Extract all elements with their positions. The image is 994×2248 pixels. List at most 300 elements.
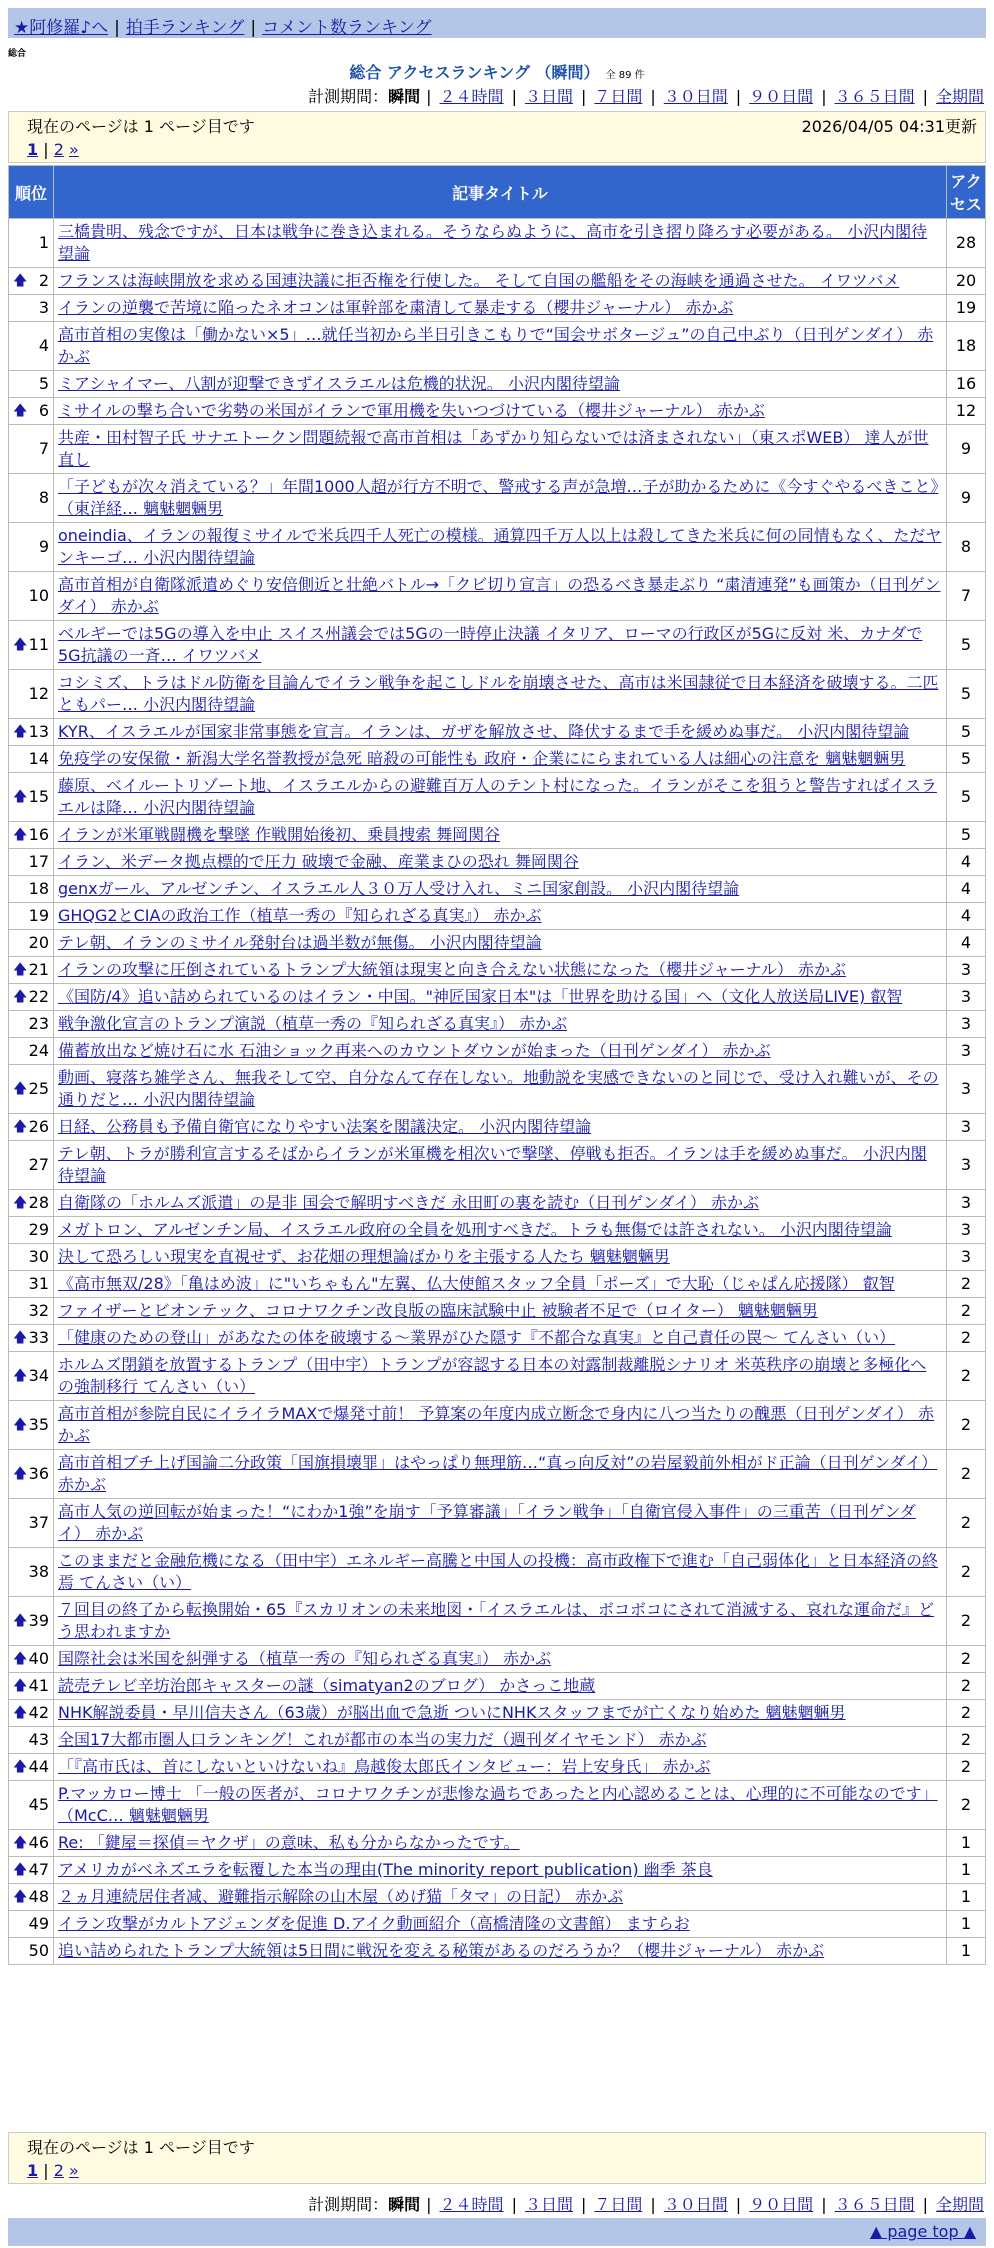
access-count: 2 (947, 1548, 986, 1597)
title-cell (54, 1911, 947, 1938)
access-count: 5 (947, 670, 986, 719)
period-link-0-bottom[interactable]: ２４時間 (439, 2195, 504, 2214)
table-row (9, 1244, 986, 1271)
rank-cell (9, 773, 54, 822)
period-link-2[interactable]: ７日間 (594, 87, 643, 106)
rank-number: 32 (28, 1301, 49, 1320)
rank-number: 11 (28, 635, 49, 654)
access-count: 1 (947, 1911, 986, 1938)
table-row (9, 1597, 986, 1646)
rank-number: 25 (28, 1079, 49, 1098)
category-tag: 総合 (8, 49, 27, 59)
table-row (9, 876, 986, 903)
rank-cell (9, 398, 54, 425)
rank-number: 26 (28, 1117, 49, 1136)
article-link[interactable]: イランの逆襲で苦境に陥ったネオコンは軍幹部を粛清して暴走する（櫻井ジャーナル） 赤かぶ (58, 298, 734, 317)
access-count: 9 (947, 425, 986, 474)
table-row (9, 930, 986, 957)
article-link[interactable]: 《高市無双/28》「亀はめ波」に"いちゃもん"左翼、仏大使館スタッフ全員「ポーズ」で大恥（じゃぱん応援隊） 叡智 (58, 1274, 895, 1293)
access-count: 2 (947, 1352, 986, 1401)
title-cell (54, 1754, 947, 1781)
period-selector-bottom (308, 2192, 986, 2215)
title-cell (54, 984, 947, 1011)
access-count: 16 (947, 371, 986, 398)
access-count: 4 (947, 849, 986, 876)
access-count: 5 (947, 746, 986, 773)
article-link[interactable]: 決して恐ろしい現実を直視せず、お花畑の理想論ばかりを主張する人たち 魑魅魍魎男 (58, 1247, 670, 1266)
up-arrow-icon: 🡅 (13, 1835, 28, 1851)
access-count: 1 (947, 1830, 986, 1857)
page-2-link-bottom[interactable]: 2 (53, 2161, 64, 2180)
article-link[interactable]: イランが米軍戦闘機を撃墜 作戦開始後初、乗員捜索 舞岡関谷 (58, 825, 501, 844)
title-cell (54, 425, 947, 474)
rank-number: 45 (28, 1795, 49, 1814)
page-2-link[interactable]: 2 (53, 140, 64, 159)
period-link-5-bottom[interactable]: ３６５日間 (834, 2195, 915, 2214)
title-cell (54, 773, 947, 822)
title-cell (54, 1244, 947, 1271)
rank-number: 29 (28, 1220, 49, 1239)
article-link[interactable]: 日経、公務員も予備自衛官になりやすい法案を閣議決定。 小沢内閣待望論 (58, 1117, 592, 1136)
table-row (9, 1646, 986, 1673)
access-count: 5 (947, 621, 986, 670)
rank-cell (9, 1352, 54, 1401)
title-cell (54, 930, 947, 957)
current-page-text: 現在のページは 1 ページ目です (27, 117, 255, 136)
up-arrow-icon: 🡅 (13, 403, 28, 419)
rank-number: 39 (28, 1611, 49, 1630)
article-link[interactable]: 免疫学の安保徹・新潟大学名誉教授が急死 暗殺の可能性も 政府・企業ににらまれている人は細心の注意を 魑魅魍魎男 (58, 749, 906, 768)
up-arrow-icon: 🡅 (13, 1368, 28, 1384)
title-cell (54, 1038, 947, 1065)
rank-cell (9, 322, 54, 371)
table-row (9, 773, 986, 822)
table-row (9, 268, 986, 295)
access-count: 28 (947, 219, 986, 268)
access-count: 3 (947, 1011, 986, 1038)
page-title-text: 総合 アクセスランキング （瞬間） (349, 63, 600, 82)
period-link-1-bottom[interactable]: ３日間 (524, 2195, 573, 2214)
access-count: 2 (947, 1450, 986, 1499)
rank-number: 18 (28, 879, 49, 898)
title-cell (54, 1141, 947, 1190)
period-link-3[interactable]: ３０日間 (663, 87, 728, 106)
access-count: 20 (947, 268, 986, 295)
rank-cell (9, 849, 54, 876)
article-link[interactable]: Re: 「鍵屋＝探偵＝ヤクザ」の意味、私も分からなかったです。 (58, 1833, 520, 1852)
access-count: 4 (947, 903, 986, 930)
table-row (9, 1857, 986, 1884)
up-arrow-icon: 🡅 (13, 1081, 28, 1097)
rank-cell (9, 719, 54, 746)
title-cell (54, 822, 947, 849)
article-link[interactable]: テレ朝、イランのミサイル発射台は過半数が無傷。 小沢内閣待望論 (58, 933, 542, 952)
period-selector-top (308, 84, 986, 107)
rank-cell (9, 1450, 54, 1499)
table-row (9, 822, 986, 849)
table-row (9, 719, 986, 746)
table-row (9, 295, 986, 322)
period-link-5[interactable]: ３６５日間 (834, 87, 915, 106)
rank-cell (9, 1548, 54, 1597)
table-row (9, 1141, 986, 1190)
article-link[interactable]: ７回目の終了から転換開始・65『スカリオンの未来地図・「イスラエルは、ボコボコにされて消滅する、哀れな運命だ』どう思われますか (58, 1600, 935, 1641)
access-count: 2 (947, 1298, 986, 1325)
rank-cell (9, 1244, 54, 1271)
table-row (9, 523, 986, 572)
period-separator: | (650, 2195, 656, 2214)
access-count: 9 (947, 474, 986, 523)
article-link[interactable]: KYR、イスラエルが国家非常事態を宣言。イランは、ガザを解放させ、降伏するまで手を緩めぬ事だ。 小沢内閣待望論 (58, 722, 910, 741)
access-count: 2 (947, 1325, 986, 1352)
table-row (9, 1830, 986, 1857)
access-count: 1 (947, 1884, 986, 1911)
article-link[interactable]: 「子どもが次々消えている？」年間1000人超が行方不明で、警戒する声が急増…子が助かるために《今すぐやるべきこと》（東洋経… 魑魅魍魎男 (58, 477, 939, 518)
article-link[interactable]: 戦争激化宣言のトランプ演説（植草一秀の『知られざる真実』） 赤かぶ (58, 1014, 568, 1033)
article-link[interactable]: 高市首相が自衛隊派遣めぐり安倍側近と壮絶バトル→「クビ切り宣言」の恐るべき暴走ぶり “粛清連発”も画策か（日刊ゲンダイ） 赤かぶ (58, 575, 941, 616)
rank-cell (9, 268, 54, 295)
period-separator: | (922, 2195, 928, 2214)
rank-number: 50 (28, 1941, 49, 1960)
table-row (9, 1065, 986, 1114)
article-link[interactable]: 「『高市氏は、首にしないといけないね』鳥越俊太郎氏インタビュー：岩上安身氏」 赤かぶ (58, 1757, 711, 1776)
access-count: 2 (947, 1401, 986, 1450)
table-row (9, 1727, 986, 1754)
rank-cell (9, 1038, 54, 1065)
rank-cell (9, 1114, 54, 1141)
article-link[interactable]: 高市首相の実像は「働かない×5」…就任当初から半日引きこもりで“国会サボタージュ”の自己中ぶり（日刊ゲンダイ） 赤かぶ (58, 325, 934, 366)
title-cell (54, 621, 947, 670)
page-title (0, 60, 994, 83)
next-page-link-bottom[interactable]: » (68, 2161, 79, 2180)
article-link[interactable]: ミアシャイマー、八割が迎撃できずイスラエルは危機的状況。 小沢内閣待望論 (58, 374, 620, 393)
rank-number: 43 (28, 1730, 49, 1749)
header-title: 記事タイトル (54, 166, 947, 219)
article-link[interactable]: このままだと金融危機になる（田中宇）エネルギー高騰と中国人の投機：高市政権下で進む「自己弱体化」と日本経済の終焉 てんさい（い） (58, 1551, 939, 1592)
article-link[interactable]: 三橋貴明、残念ですが、日本は戦争に巻き込まれる。そうならぬように、高市を引き摺り降ろす必要がある。 小沢内閣待望論 (58, 222, 928, 263)
updated-time: 2026/04/05 04:31更新 (801, 117, 977, 136)
up-arrow-icon: 🡅 (13, 1119, 28, 1135)
rank-number: 21 (28, 960, 49, 979)
current-page-text-bottom: 現在のページは 1 ページ目です (27, 2138, 255, 2157)
next-page-link[interactable]: » (68, 140, 79, 159)
period-link-0[interactable]: ２４時間 (439, 87, 504, 106)
up-arrow-icon: 🡅 (13, 1862, 28, 1878)
access-count: 5 (947, 822, 986, 849)
top-nav: ★阿修羅♪へ | 拍手ランキング | コメント数ランキング (8, 8, 986, 38)
up-arrow-icon: 🡅 (13, 724, 28, 740)
title-cell (54, 398, 947, 425)
rank-number: 10 (28, 586, 49, 605)
title-cell (54, 1401, 947, 1450)
pagination-bottom: 1 | 2 » (27, 2161, 79, 2180)
article-link[interactable]: イランの攻撃に圧倒されているトランプ大統領は現実と向き合えない状態になった（櫻井ジャーナル） 赤かぶ (58, 960, 846, 979)
page-1-link-bottom[interactable]: 1 (27, 2161, 39, 2180)
article-link[interactable]: 読売テレビ辛坊治郎キャスターの謎（simatyan2のブログ） かさっこ地蔵 (58, 1676, 596, 1695)
table-row (9, 1217, 986, 1244)
title-cell (54, 1190, 947, 1217)
period-separator: | (580, 2195, 587, 2214)
title-cell (54, 1727, 947, 1754)
up-arrow-icon: 🡅 (13, 1466, 28, 1482)
up-arrow-icon: 🡅 (13, 1705, 28, 1721)
period-link-2-bottom[interactable]: ７日間 (594, 2195, 643, 2214)
title-cell (54, 474, 947, 523)
up-arrow-icon: 🡅 (13, 989, 28, 1005)
header-access: アクセス (947, 166, 986, 219)
access-count: 2 (947, 1700, 986, 1727)
access-count: 3 (947, 1244, 986, 1271)
table-row (9, 1271, 986, 1298)
title-cell (54, 1548, 947, 1597)
access-count: 2 (947, 1499, 986, 1548)
rank-number: 9 (38, 537, 49, 556)
rank-cell (9, 1325, 54, 1352)
access-count: 19 (947, 295, 986, 322)
article-link[interactable]: P.マッカロー博士 「一般の医者が、コロナワクチンが悲惨な過ちであったと内心認めることは、心理的に不可能なのです」（McC… 魑魅魍魎男 (58, 1784, 938, 1825)
rank-number: 20 (28, 933, 49, 952)
rank-number: 13 (28, 722, 49, 741)
rank-number: 49 (28, 1914, 49, 1933)
article-link[interactable]: コシミズ、トラはドル防衛を目論んでイラン戦争を起こしドルを崩壊させた、高市は米国隷従で日本経済を破壊する。二匹ともパー… 小沢内閣待望論 (58, 673, 939, 714)
access-count: 3 (947, 1114, 986, 1141)
article-link[interactable]: アメリカがベネズエラを転覆した本当の理由(The minority report publication) 幽季 茶良 (58, 1860, 713, 1879)
rank-number: 41 (28, 1676, 49, 1695)
article-link[interactable]: テレ朝、トラが勝利宣言するそばからイランが米軍機を相次いで撃墜、停戦も拒否。イランは手を緩めぬ事だ。 小沢内閣待望論 (58, 1144, 927, 1185)
access-count: 4 (947, 930, 986, 957)
article-link[interactable]: 自衛隊の「ホルムズ派遣」の是非 国会で解明すべきだ 永田町の裏を読む（日刊ゲンダイ） 赤かぶ (58, 1193, 760, 1212)
title-cell (54, 295, 947, 322)
table-row (9, 621, 986, 670)
access-count: 3 (947, 1190, 986, 1217)
access-count: 5 (947, 719, 986, 746)
access-count: 1 (947, 1857, 986, 1884)
up-arrow-icon: 🡅 (13, 1678, 28, 1694)
article-link[interactable]: イラン、米データ拠点標的で圧力 破壊で金融、産業まひの恐れ 舞岡関谷 (58, 852, 579, 871)
article-link[interactable]: GHQG2とCIAの政治工作（植草一秀の『知られざる真実』） 赤かぶ (58, 906, 542, 925)
rank-number: 19 (28, 906, 49, 925)
table-row (9, 1352, 986, 1401)
rank-cell (9, 984, 54, 1011)
up-arrow-icon: 🡅 (13, 1759, 28, 1775)
rank-cell (9, 474, 54, 523)
period-separator: | (580, 87, 587, 106)
article-link[interactable]: 「健康のための登山」があなたの体を破壊する〜業界がひた隠す『不都合な真実』と自己責任の罠〜 てんさい（い） (58, 1328, 896, 1347)
title-cell (54, 1938, 947, 1965)
access-count: 2 (947, 1781, 986, 1830)
access-count: 2 (947, 1754, 986, 1781)
rank-number: 34 (28, 1366, 49, 1385)
table-row (9, 1450, 986, 1499)
rank-cell (9, 1830, 54, 1857)
access-count: 3 (947, 1065, 986, 1114)
article-link[interactable]: 追い詰められたトランプ大統領は5日間に戦況を変える秘策があるのだろうか？（櫻井ジャーナル） 赤かぶ (58, 1941, 825, 1960)
access-count: 4 (947, 876, 986, 903)
table-row (9, 1884, 986, 1911)
rank-cell (9, 1700, 54, 1727)
rank-number: 42 (28, 1703, 49, 1722)
period-label-bottom: 計測期間： (308, 2195, 389, 2214)
period-link-1[interactable]: ３日間 (524, 87, 573, 106)
rank-number: 48 (28, 1887, 49, 1906)
table-row (9, 1325, 986, 1352)
rank-cell (9, 1646, 54, 1673)
rank-number: 16 (28, 825, 49, 844)
up-arrow-icon: 🡅 (13, 1195, 28, 1211)
access-count: 1 (947, 1938, 986, 1965)
rank-cell (9, 957, 54, 984)
title-cell (54, 219, 947, 268)
article-link[interactable]: NHK解説委員・早川信夫さん（63歳）が脳出血で急逝 ついにNHKスタッフまでが亡くなり始めた 魑魅魍魎男 (58, 1703, 846, 1722)
rank-number: 17 (28, 852, 49, 871)
rank-cell (9, 1011, 54, 1038)
total-count: 全 89 件 (605, 70, 645, 81)
rank-cell (9, 1727, 54, 1754)
rank-number: 27 (28, 1155, 49, 1174)
nav-clap-ranking-link[interactable]: 拍手ランキング (125, 18, 245, 38)
period-separator: | (735, 2195, 742, 2214)
table-row (9, 1499, 986, 1548)
article-link[interactable]: ファイザーとビオンテック、コロナワクチン改良版の臨床試験中止 被験者不足で（ロイター） 魑魅魍魎男 (58, 1301, 818, 1320)
rank-cell (9, 876, 54, 903)
rank-number: 14 (28, 749, 49, 768)
ranking-table (8, 165, 986, 1965)
article-link[interactable]: 高市首相が参院自民にイライラMAXで爆発寸前！ 予算案の年度内成立断念で身内に八つ当たりの醜悪（日刊ゲンダイ） 赤かぶ (58, 1404, 935, 1445)
nav-asyura-link[interactable]: ★阿修羅♪へ (14, 18, 109, 38)
table-row (9, 425, 986, 474)
period-separator: | (511, 2195, 517, 2214)
access-count: 2 (947, 1597, 986, 1646)
article-link[interactable]: イラン攻撃がカルトアジェンダを促進 D.アイク動画紹介（高橋清隆の文書館） ますらお (58, 1914, 690, 1933)
rank-cell (9, 295, 54, 322)
rank-number: 36 (28, 1464, 49, 1483)
article-link[interactable]: フランスは海峡開放を求める国連決議に拒否権を行使した。 そして自国の艦船をその海峡を通過させた。 イワツバメ (58, 271, 900, 290)
period-separator: | (821, 87, 827, 106)
period-separator: | (735, 87, 742, 106)
period-link-6-bottom[interactable]: 全期間 (935, 2195, 984, 2214)
article-link[interactable]: 国際社会は米国を糾弾する（植草一秀の『知られざる真実』） 赤かぶ (58, 1649, 552, 1668)
access-count: 3 (947, 984, 986, 1011)
page-1-link[interactable]: 1 (27, 140, 39, 159)
rank-number: 40 (28, 1649, 49, 1668)
period-link-6[interactable]: 全期間 (935, 87, 984, 106)
article-link[interactable]: ミサイルの撃ち合いで劣勢の米国がイランで軍用機を失いつづけている（櫻井ジャーナル） 赤かぶ (58, 401, 765, 420)
bottom-bar (8, 2218, 986, 2246)
table-row (9, 1700, 986, 1727)
access-count: 2 (947, 1727, 986, 1754)
rank-number: 31 (28, 1274, 49, 1293)
rank-number: 12 (28, 684, 49, 703)
title-cell (54, 1673, 947, 1700)
article-link[interactable]: ベルギーでは5Gの導入を中止 スイス州議会では5Gの一時停止決議 イタリア、ローマの行政区が5Gに反対 米、カナダで5G抗議の一斉… イワツバメ (58, 624, 923, 665)
article-link[interactable]: 藤原、ベイルートリゾート地、イスラエルからの避難百万人のテント村になった。イランがそこを狙うと警告すればイスラエルは降… 小沢内閣待望論 (58, 776, 937, 817)
title-cell (54, 746, 947, 773)
article-link[interactable]: 動画、寝落ち雑学さん、無我そして空、自分なんて存在しない。地動説を実感できないのと同じで、受け入れ難いが、その通りだと… 小沢内閣待望論 (58, 1068, 939, 1109)
rank-cell (9, 523, 54, 572)
period-link-4-bottom[interactable]: ９０日間 (749, 2195, 814, 2214)
title-cell (54, 1700, 947, 1727)
rank-number: 4 (38, 336, 49, 355)
rank-cell (9, 1271, 54, 1298)
article-link[interactable]: 高市人気の逆回転が始まった！“にわか1強”を崩す「予算審議」「イラン戦争」「自衛官侵入事件」の三重苦（日刊ゲンダイ） 赤かぶ (58, 1502, 916, 1543)
title-cell (54, 1884, 947, 1911)
article-link[interactable]: oneindia、イランの報復ミサイルで米兵四千人死亡の模様。通算四千万人以上は殺してきた米兵に何の同情もなく、ただヤンキーゴ… 小沢内閣待望論 (58, 526, 942, 567)
period-current: 瞬間 (388, 87, 421, 106)
title-cell (54, 719, 947, 746)
access-count: 2 (947, 1271, 986, 1298)
header-rank: 順位 (9, 166, 54, 219)
rank-cell (9, 930, 54, 957)
article-link[interactable]: 全国17大都市圏人口ランキング！これが都市の本当の実力だ（週刊ダイヤモンド） 赤かぶ (58, 1730, 707, 1749)
rank-number: 8 (38, 488, 49, 507)
table-row (9, 322, 986, 371)
rank-cell (9, 1754, 54, 1781)
rank-number: 7 (38, 439, 49, 458)
rank-number: 2 (38, 271, 49, 290)
page-top-link[interactable]: ▲ page top ▲ (869, 2222, 976, 2241)
rank-number: 24 (28, 1041, 49, 1060)
article-link[interactable]: 備蓄放出など焼け石に水 石油ショック再来へのカウントダウンが始まった（日刊ゲンダイ） 赤かぶ (58, 1041, 771, 1060)
access-count: 8 (947, 523, 986, 572)
article-link[interactable]: メガトロン、アルゼンチン局、イスラエル政府の全員を処刑すべきだ。トラも無傷では許されない。 小沢内閣待望論 (58, 1220, 892, 1239)
title-cell (54, 670, 947, 719)
table-row (9, 1401, 986, 1450)
rank-cell (9, 822, 54, 849)
rank-cell (9, 1857, 54, 1884)
rank-cell (9, 1065, 54, 1114)
nav-comment-ranking-link[interactable]: コメント数ランキング (262, 18, 432, 38)
rank-cell (9, 621, 54, 670)
table-row (9, 1038, 986, 1065)
title-cell (54, 1298, 947, 1325)
article-link[interactable]: 共産・田村智子氏 サナエトークン問題続報で高市首相は「あずかり知らないでは済まされない」（東スポWEB） 達人が世直し (58, 428, 929, 469)
up-arrow-icon: 🡅 (13, 273, 28, 289)
article-link[interactable]: ホルムズ閉鎖を放置するトランプ（田中宇）トランプが容認する日本の対露制裁離脱シナリオ 米英秩序の崩壊と多極化への強制移行 てんさい（い） (58, 1355, 927, 1396)
rank-number: 1 (38, 233, 49, 252)
page-info-bottom (8, 2132, 986, 2184)
table-row (9, 670, 986, 719)
period-separator: | (821, 2195, 827, 2214)
rank-cell (9, 572, 54, 621)
period-link-3-bottom[interactable]: ３０日間 (663, 2195, 728, 2214)
rank-cell (9, 219, 54, 268)
article-link[interactable]: ２ヵ月連続居住者减、避難指示解除の山木屋（めげ猫「タマ」の日記） 赤かぶ (58, 1887, 624, 1906)
rank-number: 33 (28, 1328, 49, 1347)
up-arrow-icon: 🡅 (13, 1417, 28, 1433)
rank-number: 5 (38, 374, 49, 393)
table-row (9, 1781, 986, 1830)
title-cell (54, 1450, 947, 1499)
article-link[interactable]: 《国防/4》追い詰められているのはイラン・中国。"神匠国家日本"は「世界を助ける国」へ（文化人放送局LIVE) 叡智 (58, 987, 903, 1006)
rank-cell (9, 1673, 54, 1700)
article-link[interactable]: 高市首相ブチ上げ国論二分政策「国旗損壊罪」はやっぱり無理筋…“真っ向反対”の岩屋毅前外相がド正論（日刊ゲンダイ） 赤かぶ (58, 1453, 938, 1494)
table-row (9, 1673, 986, 1700)
table-row (9, 903, 986, 930)
title-cell (54, 1352, 947, 1401)
article-link[interactable]: genxガール、アルゼンチン、イスラエル人３０万人受け入れ、ミニ国家創設。 小沢内閣待望論 (58, 879, 740, 898)
period-link-4[interactable]: ９０日間 (749, 87, 814, 106)
up-arrow-icon: 🡅 (13, 827, 28, 843)
rank-number: 15 (28, 787, 49, 806)
rank-cell (9, 1499, 54, 1548)
title-cell (54, 268, 947, 295)
rank-cell (9, 1938, 54, 1965)
title-cell (54, 876, 947, 903)
rank-cell (9, 371, 54, 398)
rank-number: 38 (28, 1562, 49, 1581)
title-cell (54, 1597, 947, 1646)
rank-cell (9, 1217, 54, 1244)
